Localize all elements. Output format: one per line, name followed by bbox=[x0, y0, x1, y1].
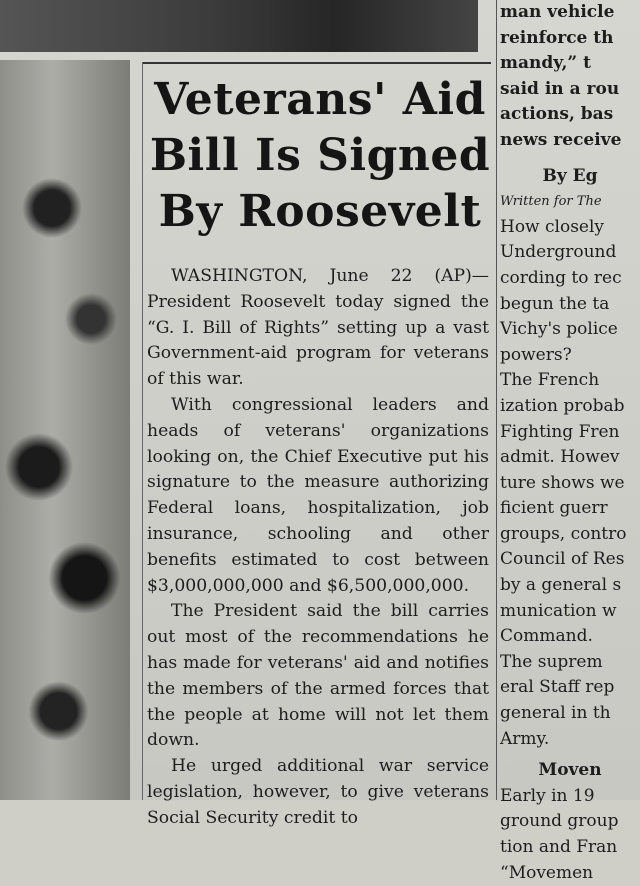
right-line: mandy,” t bbox=[500, 53, 591, 74]
right-line: “Movemen bbox=[500, 862, 594, 883]
right-line: ground group bbox=[500, 811, 619, 832]
column-rule-right bbox=[496, 0, 497, 800]
right-line: by a general s bbox=[500, 575, 622, 596]
article-paragraph: The President said the bill carries out most of the recommendations he has made for veterans' aid and notifies the members of the armed forces that the people at home will not let them down. bbox=[147, 601, 489, 751]
right-line: groups, contro bbox=[500, 523, 627, 544]
right-line: Vichy's police bbox=[500, 319, 618, 340]
right-line: tion and Fran bbox=[500, 837, 618, 857]
right-line: ficient guerr bbox=[500, 498, 608, 519]
headline-rule bbox=[143, 62, 491, 64]
right-line: news receive bbox=[500, 129, 622, 150]
byline-credit: Written for The bbox=[500, 194, 602, 210]
right-line: The suprem bbox=[500, 651, 603, 672]
right-line: Army. bbox=[500, 728, 550, 749]
headline-line-1: Veterans' Aid bbox=[154, 74, 486, 125]
right-line: The French bbox=[500, 370, 600, 391]
right-line: cording to rec bbox=[500, 267, 622, 288]
side-photo bbox=[0, 60, 130, 800]
headline-line-3: By Roosevelt bbox=[158, 186, 482, 237]
right-line: ture shows we bbox=[500, 472, 625, 493]
right-line: man vehicle bbox=[500, 2, 615, 22]
article-paragraph: With congressional leaders and heads of veterans' organizations looking on, the Chief Executive put his signature to the measure authorizing Federal loans, hospitalization, job insurance, schooling and other benefits estimated to cost between $3,000,000,000 and $6,500,000,000. bbox=[147, 394, 489, 596]
article-paragraph bbox=[147, 264, 489, 393]
right-line: begun the ta bbox=[500, 293, 610, 314]
subhead: Moven bbox=[538, 760, 602, 781]
right-line: general in th bbox=[500, 703, 611, 724]
article-text: President Roosevelt today signed the “G. I. Bill of Rights” setting up a vast Government-aid program for veterans of this war. bbox=[147, 291, 489, 390]
right-line: Fighting Fren bbox=[500, 421, 620, 442]
right-line: Early in 19 bbox=[500, 785, 595, 806]
article-paragraph: He urged additional war service legislation, however, to give veterans Social Security credit to bbox=[147, 756, 489, 828]
byline: By Eg bbox=[542, 165, 598, 186]
headline bbox=[145, 72, 495, 240]
dateline: WASHINGTON, June 22 (AP)— bbox=[171, 266, 489, 286]
right-column bbox=[500, 0, 640, 883]
right-line: actions, bas bbox=[500, 104, 614, 125]
top-photo bbox=[0, 0, 478, 52]
right-line: powers? bbox=[500, 344, 572, 365]
right-line: eral Staff rep bbox=[500, 677, 615, 698]
right-line: munication w bbox=[500, 600, 617, 621]
right-line: admit. Howev bbox=[500, 447, 620, 468]
right-line: Underground bbox=[500, 242, 617, 263]
right-line: Council of Res bbox=[500, 549, 625, 570]
right-line: Command. bbox=[500, 626, 593, 647]
right-line: said in a rou bbox=[500, 78, 620, 99]
headline-line-2: Bill Is Signed bbox=[149, 130, 491, 181]
right-line: ization probab bbox=[500, 395, 625, 416]
right-line: reinforce th bbox=[500, 27, 614, 48]
article-body bbox=[147, 264, 489, 832]
right-line: How closely bbox=[500, 216, 605, 237]
column-rule-left bbox=[142, 62, 143, 800]
